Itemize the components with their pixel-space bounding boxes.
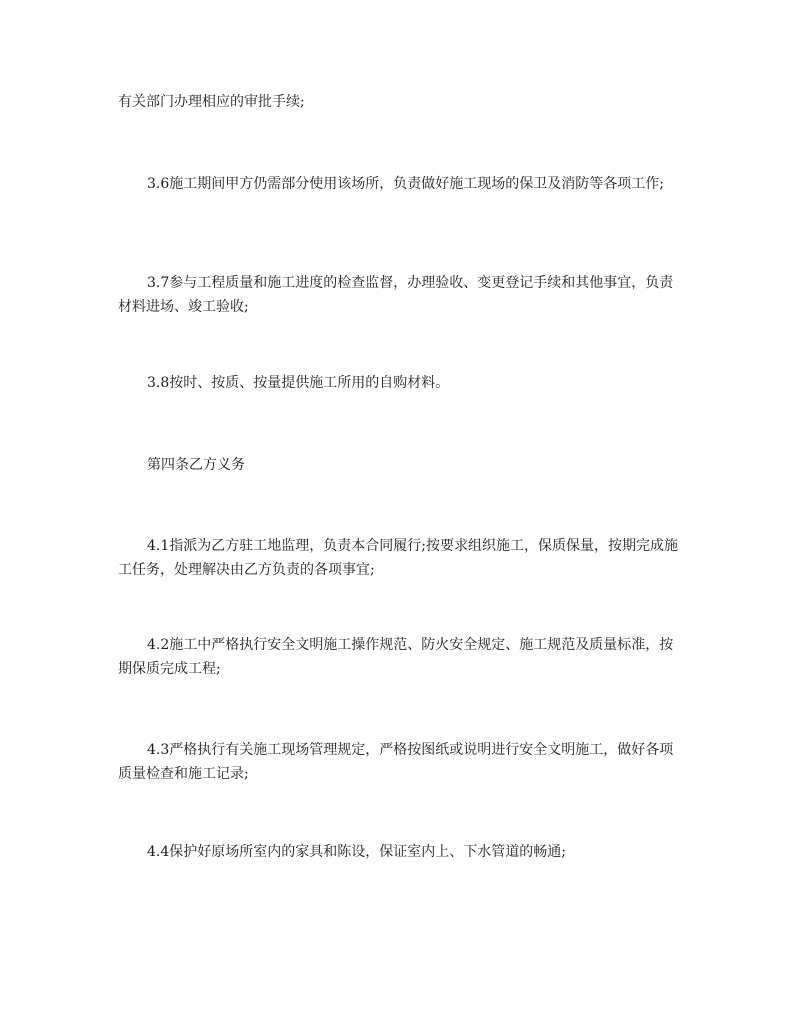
paragraph-3-8: 3.8按时、按质、按量提供施工所用的自购材料。 xyxy=(147,375,450,391)
section-heading-article-4: 第四条乙方义务 xyxy=(147,457,245,473)
paragraph-approval: 有关部门办理相应的审批手续; xyxy=(118,94,305,110)
paragraph-4-2: 4.2施工中严格执行安全文明施工操作规范、防火安全规定、施工规范及质量标准，按期保质完成工程; xyxy=(118,637,674,677)
paragraph-4-4: 4.4保护好原场所室内的家具和陈设，保证室内上、下水管道的畅通; xyxy=(147,844,566,860)
paragraph-3-7: 3.7参与工程质量和施工进度的检查监督，办理验收、变更登记手续和其他事宜，负责材料进场、竣工验收; xyxy=(118,275,674,315)
paragraph-4-3: 4.3严格执行有关施工现场管理规定，严格按图纸或说明进行安全文明施工，做好各项质量检查和施工记录; xyxy=(118,742,674,782)
paragraph-3-6: 3.6施工期间甲方仍需部分使用该场所，负责做好施工现场的保卫及消防等各项工作; xyxy=(147,176,664,192)
paragraph-4-1: 4.1指派为乙方驻工地监理，负责本合同履行;按要求组织施工，保质保量，按期完成施工任务，处理解决由乙方负责的各项事宜; xyxy=(118,538,678,578)
